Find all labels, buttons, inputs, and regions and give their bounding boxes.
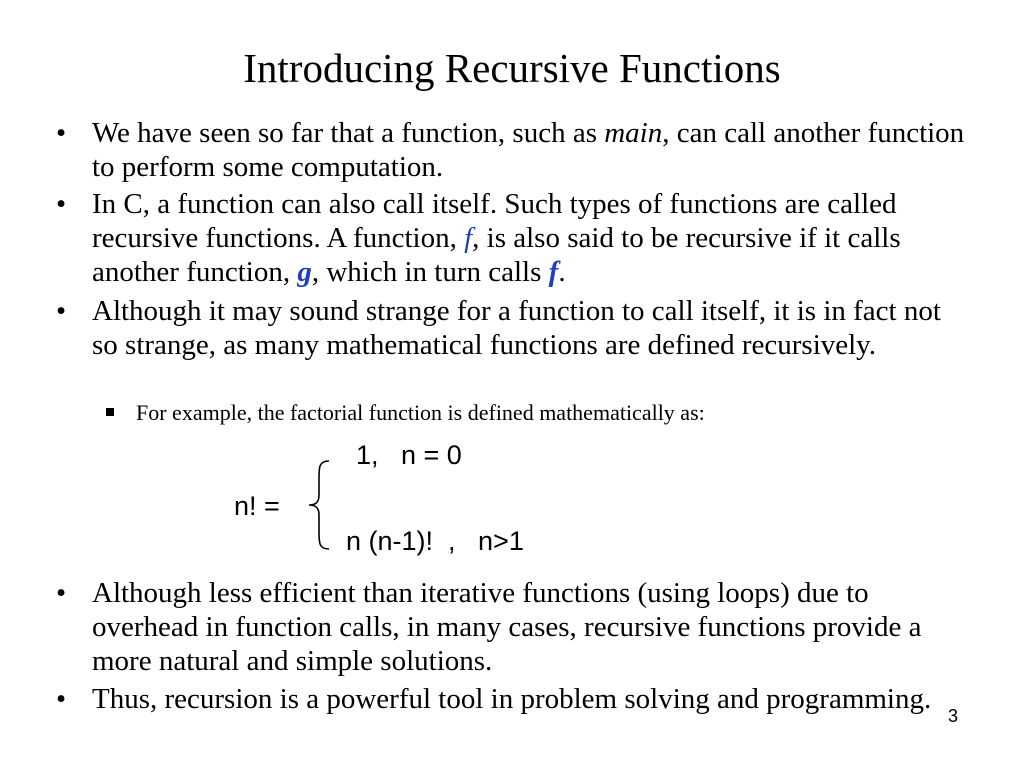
- bullet-4-text: Although less efficient than iterative functions (using loops) due to overhead in function calls, in many cases, recursive functions provide a more natural and simple solutions.: [92, 577, 922, 677]
- bullet-2-f-term-2: f: [548, 256, 559, 288]
- bullet-5: [56, 682, 972, 716]
- bullet-dot: •: [56, 577, 67, 609]
- bullet-3: [56, 294, 972, 362]
- formula-case-2: n (n-1)! , n>1: [346, 526, 524, 556]
- bullet-1-main-term: main: [604, 117, 663, 149]
- bullet-5-text: Thus, recursion is a powerful tool in problem solving and programming.: [92, 683, 932, 715]
- bullet-3-text: Although it may sound strange for a function to call itself, it is in fact not so strange, as many mathematical functions are defined recursively.: [92, 295, 941, 361]
- bullet-1-text-b: , can call another function to perform some computation.: [92, 117, 965, 183]
- bullet-1-text-a: We have seen so far that a function, such as: [92, 117, 605, 149]
- sub-bullet: [136, 399, 936, 427]
- bullet-2-text-a: In C, a function can also call itself. Such types of functions are called recursive functions. A function,: [92, 188, 897, 254]
- slide-title: Introducing Recursive Functions: [243, 45, 781, 91]
- bullet-2-text-d: .: [558, 256, 566, 288]
- bullet-2-g-term: g: [297, 256, 312, 288]
- bullet-dot: •: [56, 295, 67, 327]
- bullet-dot: •: [56, 683, 67, 715]
- left-brace-icon: [305, 459, 335, 551]
- bullet-dot: •: [56, 188, 67, 220]
- bullet-dot: •: [56, 117, 67, 149]
- sub-bullet-square: [106, 408, 114, 416]
- bullet-2-text-b: , is also said to be recursive if it calls another function,: [92, 222, 901, 288]
- page-number: 3: [948, 706, 959, 726]
- bullet-1: [56, 116, 972, 184]
- bullet-2-f-term: f: [464, 222, 473, 254]
- sub-bullet-text: For example, the factorial function is defined mathematically as:: [136, 400, 705, 425]
- formula-case-1: 1, n = 0: [356, 440, 462, 470]
- bullet-2-text-c: , which in turn calls: [311, 256, 549, 288]
- bullet-2: [56, 187, 972, 289]
- bullet-4: [56, 576, 972, 678]
- formula-lhs: n! =: [234, 491, 280, 521]
